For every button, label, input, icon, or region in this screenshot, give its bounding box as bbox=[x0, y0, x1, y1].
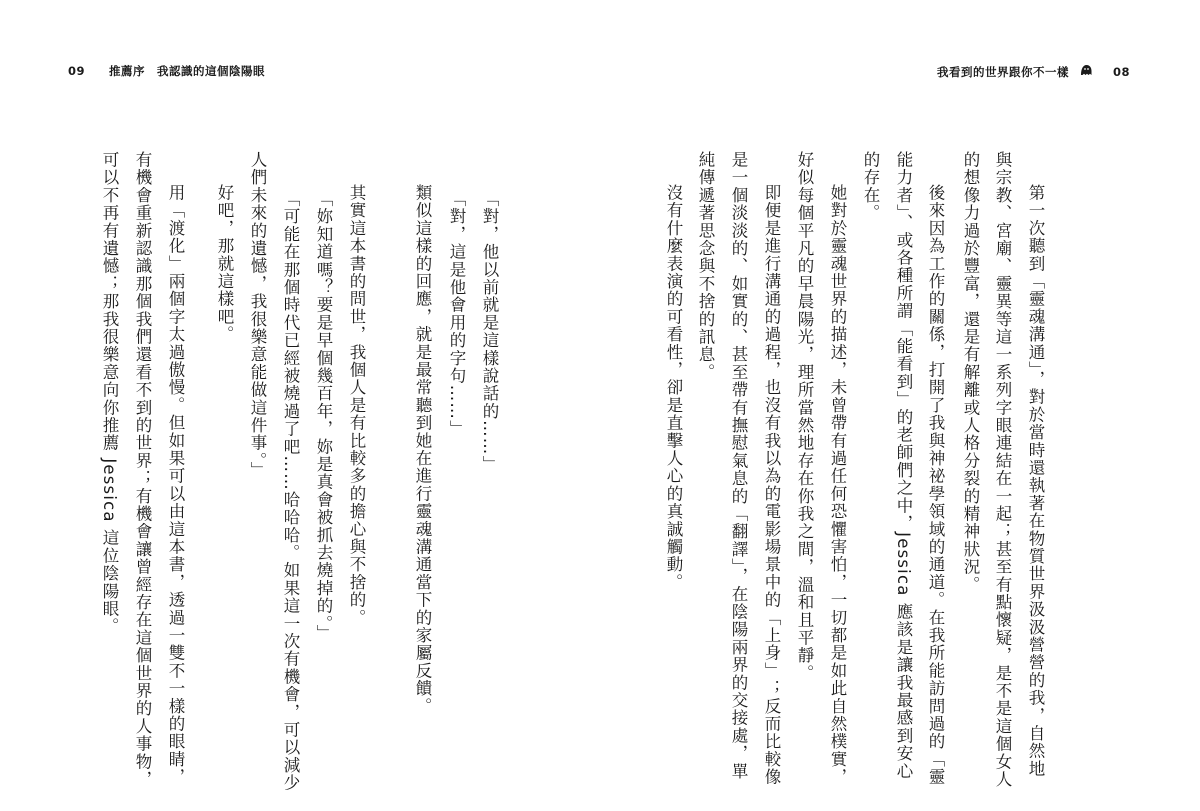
text-column: 純傳遞著思念與不捨的訊息。 bbox=[696, 151, 715, 382]
left-running-title: 推薦序 我認識的這個陰陽眼 bbox=[109, 64, 266, 78]
text-column: 可以不再有遺憾；那我很樂意向你推薦 Jessica 這位陰陽眼。 bbox=[100, 151, 119, 636]
right-page-header bbox=[937, 63, 1130, 80]
text-column: 後來因為工作的關係，打開了我與神祕學領域的通道。在我所能訪問過的「靈 bbox=[926, 184, 945, 786]
text-column: 「對，他以前就是這樣說話的……」 bbox=[480, 190, 499, 474]
text-column: 的想像力過於豐富，還是有解離或人格分裂的精神狀況。 bbox=[961, 151, 980, 594]
text-column: 用「渡化」兩個字太過傲慢。但如果可以由這本書，透過一雙不一樣的眼睛， bbox=[166, 184, 185, 786]
right-page-number: 08 bbox=[1112, 64, 1130, 79]
text-column: 類似這樣的回應，就是最常聽到她在進行靈魂溝通當下的家屬反饋。 bbox=[413, 184, 432, 715]
text-column: 能力者」、或各種所謂「能看到」的老師們之中，Jessica 應該是讓我最感到安心 bbox=[894, 151, 913, 780]
text-column: 好吧，那就這樣吧。 bbox=[215, 184, 234, 344]
text-column: 人們未來的遺憾，我很樂意能做這件事。」 bbox=[248, 151, 267, 480]
left-page-header bbox=[68, 63, 265, 79]
right-running-title: 我看到的世界跟你不一樣 bbox=[936, 64, 1069, 79]
left-page-number: 09 bbox=[68, 64, 86, 78]
text-column: 是一個淡淡的、如實的、甚至帶有撫慰氣息的「翻譯」，在陰陽兩界的交接處，單 bbox=[729, 151, 748, 780]
text-column: 「可能在那個時代已經被燒過了吧……哈哈哈。如果這一次有機會，可以減少 bbox=[281, 190, 300, 792]
text-column: 第一次聽到「靈魂溝通」，對於當時還執著在物質世界汲汲營營的我，自然地 bbox=[1026, 184, 1045, 778]
text-column: 即便是進行溝通的過程，也沒有我以為的電影場景中的「上身」；反而比較像 bbox=[762, 184, 781, 786]
text-column: 她對於靈魂世界的描述，未曾帶有過任何恐懼害怕，一切都是如此自然樸實， bbox=[828, 184, 847, 786]
text-column: 「妳知道嗎？要是早個幾百年，妳是真會被抓去燒掉的。」 bbox=[314, 190, 333, 642]
text-column: 其實這本書的問世，我個人是有比較多的擔心與不捨的。 bbox=[347, 184, 366, 627]
text-column: 沒有什麼表演的可看性，卻是直擊人心的真誠觸動。 bbox=[664, 184, 683, 592]
text-column: 的存在。 bbox=[861, 151, 880, 222]
text-column: 「對，這是他會用的字句……」 bbox=[447, 190, 466, 438]
text-column: 與宗教、宮廟、靈異等這一系列字眼連結在一起；甚至有點懷疑，是不是這個女人 bbox=[993, 151, 1012, 789]
ghost-logo-icon bbox=[1079, 63, 1093, 80]
text-column: 好似每個平凡的早晨陽光，理所當然地存在你我之間，溫和且平靜。 bbox=[795, 151, 814, 682]
text-column: 有機會重新認識那個我們還看不到的世界；有機會讓曾經存在這個世界的人事物， bbox=[133, 151, 152, 789]
